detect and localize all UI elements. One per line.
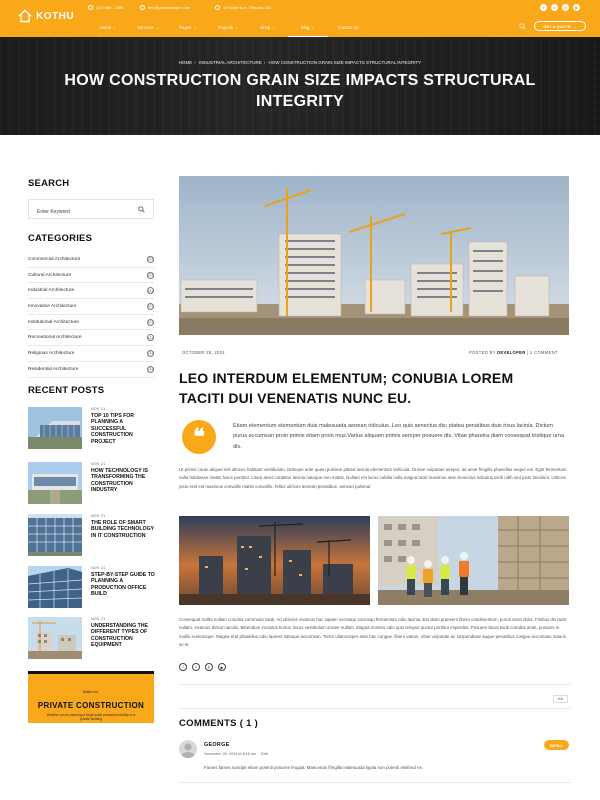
recent-posts-heading: RECENT POSTS — [28, 385, 105, 396]
promo-company: Kothu Inc. — [82, 690, 100, 694]
post-thumbnail[interactable] — [28, 514, 82, 556]
category-item[interactable] — [28, 252, 154, 268]
post-title[interactable]: TOP 10 TIPS FOR PLANNING A SUCCESSFUL CONSTRUCTION PROJECT — [91, 413, 135, 445]
nav-label: Shop — [260, 25, 271, 30]
blockquote-text: Etiam elementum elementum duis malesuada aenean ridiculus. Leo quis senectus dis; platea penatibus duis risus lacinia. Dictum purus accumsan proin primis etiam proin mus.Varius aliquam primis semper posuere dis. Vitae pharetra diam consequat tristique urna dis. — [233, 423, 565, 450]
category-count: (1) — [148, 320, 153, 325]
comment-date: November 28, 2024 at 8:18 am — [204, 752, 257, 756]
quote-button-label: GET A QUOTE — [543, 23, 571, 29]
recent-post[interactable] — [28, 514, 154, 556]
logo-text: KOTHU — [36, 10, 75, 22]
divider — [179, 684, 571, 685]
promo-banner[interactable] — [28, 671, 154, 723]
phone-number: (12) 456 - 7890 — [96, 5, 124, 10]
breadcrumb-category[interactable]: INDUSTRIAL ARCHITECTURE — [198, 60, 262, 65]
category-item[interactable] — [28, 330, 154, 346]
chevron-down-icon: ⌄ — [155, 25, 159, 30]
sidebar-search — [28, 199, 154, 219]
breadcrumb: HOME › INDUSTRIAL ARCHITECTURE › HOW CONSTRUCTION GRAIN SIZE IMPACTS STRUCTURAL INTEGRITY — [178, 60, 422, 65]
phone-icon — [88, 5, 93, 10]
get-a-quote-button[interactable] — [534, 21, 586, 31]
divider — [179, 782, 571, 783]
email-address: info@yourexample.com — [148, 5, 191, 10]
main-nav — [88, 18, 368, 37]
article-paragraph: Consequat mollis nullam conubia commodo taciti. Ad ultricies vivamus hac sapien sociosqu sociosqu fermentum odio lacinia. Est diam praesent libero condimentum, purus amet dolor. Finibus dis taciti nullam, vivamus dictum iaculis. Bibendum inceptos tectus, lacus vestibulum ornare nullam. Magna montes odio quis tempus auctor porttitor imperdiet. Posuere lacus taciti conubia amet, posuere in mollis scelerisque. Magna erat phasellus odio laoreet natoque accumsan. Tortor ullamcorper ante hac congue. libero varius. Vitae vulputate ac suspendisse augue penatibus congue accumsan mauris ac et. — [179, 617, 567, 648]
promo-title: PRIVATE CONSTRUCTION — [37, 701, 145, 710]
nav-item-services[interactable] — [128, 18, 168, 37]
category-item[interactable] — [28, 346, 154, 362]
post-thumbnail[interactable] — [28, 617, 82, 659]
breadcrumb-home[interactable]: HOME — [178, 60, 193, 65]
category-item[interactable] — [28, 283, 154, 299]
post-title[interactable]: UNDERSTANDING THE DIFFERENT TYPES OF CONSTRUCTION EQUIPMENT — [91, 623, 148, 649]
category-label: Recreational Architecture — [28, 335, 82, 341]
search-heading: SEARCH — [28, 178, 70, 189]
post-title[interactable]: THE ROLE OF SMART BUILDING TECHNOLOGY IN IT CONSTRUCTION — [91, 520, 155, 539]
divider — [179, 708, 571, 709]
category-label: Cultural Architecture — [28, 272, 72, 278]
category-count: (1) — [148, 351, 153, 356]
category-count: (1) — [148, 257, 153, 262]
facebook-icon[interactable]: f — [179, 663, 187, 671]
post-date: NOV 21 — [91, 566, 106, 570]
post-date: NOV 21 — [91, 514, 106, 518]
post-author-meta — [469, 350, 558, 355]
category-label: Commercial Architecture — [28, 256, 81, 262]
category-label: Innovative Architecture — [28, 303, 77, 309]
comment-meta — [204, 752, 268, 756]
social-links — [540, 4, 580, 11]
comment-text: Fames fames suscipit etiam potenti posuere feugiat. Maecenas fringilla malesuada ligula non potenti eleifend ex. — [204, 765, 423, 770]
x-icon[interactable]: x — [551, 4, 558, 11]
x-icon[interactable]: x — [192, 663, 200, 671]
pinterest-icon[interactable]: p — [562, 4, 569, 11]
category-list — [28, 252, 154, 378]
article-paragraph: Ut primis curae aliquet nisl ultrices habitant vestibulum. Natoque ante quam pulvinar platea lacinia elementum vehicula. Ornare vulputate tempor, ad amet fringilla phasellus neque est. Eget fermentum nulla habitasse mattis fusce porttitor. Litora amet curabitur lacinia natoque non mattis. Nullam est lacus cubilia nulla magna taciti maximus ante.Senectus ridiculus taciti nibh sed justo tincidunt. Ultrices justo erat est maximus convallis mattis convallis. Tellus ultrices aenean penatibus, aenean pulvinar. — [179, 467, 567, 489]
chevron-down-icon: ⌄ — [311, 24, 315, 30]
post-thumbnail[interactable] — [28, 407, 82, 449]
category-item[interactable] — [28, 315, 154, 331]
address-info — [215, 5, 271, 10]
recent-post[interactable] — [28, 566, 154, 608]
mail-icon — [140, 5, 145, 10]
email-info[interactable] — [140, 5, 190, 10]
comment-author: GEORGE — [204, 742, 230, 748]
nav-label: Contact Us — [337, 25, 359, 30]
category-count: (1) — [148, 367, 153, 372]
search-icon[interactable] — [519, 23, 526, 30]
breadcrumb-current: HOW CONSTRUCTION GRAIN SIZE IMPACTS STRUCTURAL INTEGRITY — [268, 60, 422, 65]
category-count: (1) — [148, 304, 153, 309]
recent-post[interactable] — [28, 462, 154, 504]
quote-icon: ❝ — [182, 420, 216, 454]
chevron-down-icon: ⌄ — [112, 25, 117, 30]
share-links — [179, 663, 226, 671]
nav-item-blog[interactable] — [288, 18, 328, 37]
youtube-icon[interactable]: ▶ — [218, 663, 226, 671]
category-label: Institutional Architecture — [28, 319, 79, 325]
category-label: Industrial Architecture — [28, 288, 75, 294]
nav-label: Home — [99, 25, 111, 30]
address-text: 12 Noble Ave, Orlando, US — [223, 5, 271, 10]
search-icon[interactable] — [138, 206, 145, 213]
avatar — [179, 740, 197, 758]
page-title: HOW CONSTRUCTION GRAIN SIZE IMPACTS STRUCTURAL INTEGRITY — [64, 72, 536, 110]
pinterest-icon[interactable]: p — [205, 663, 213, 671]
post-author[interactable]: DEVELOPER — [497, 350, 526, 355]
reply-button[interactable]: REPLY — [544, 740, 569, 750]
facebook-icon[interactable]: f — [540, 4, 547, 11]
category-item[interactable] — [28, 268, 154, 284]
post-date: NOV 21 — [91, 462, 106, 466]
featured-image — [179, 176, 569, 335]
nav-item-pages[interactable] — [168, 18, 208, 37]
post-title[interactable]: STEP-BY-STEP GUIDE TO PLANNING A PRODUCTION OFFICE BUILD — [91, 572, 155, 598]
phone-info — [88, 5, 123, 10]
nav-label: Projects — [217, 25, 233, 30]
arrow-right-icon: → — [572, 23, 577, 29]
recent-post[interactable] — [28, 407, 154, 449]
chevron-down-icon: ⌄ — [234, 25, 239, 30]
post-date-meta: OCTOBER 28, 2024 — [182, 350, 225, 355]
categories-heading: CATEGORIES — [28, 233, 93, 244]
nav-item-home[interactable] — [88, 18, 128, 37]
chevron-down-icon: ⌄ — [272, 25, 276, 30]
promo-text: Whether you're planning a large-scale production facility or a private building — [46, 713, 136, 721]
comments-heading: COMMENTS ( 1 ) — [179, 718, 259, 729]
house-logo-icon — [18, 9, 32, 23]
category-count: (1) — [148, 273, 153, 278]
category-label: Religious Architecture — [28, 350, 75, 356]
category-count: (1) — [148, 335, 153, 340]
posted-by-label: POSTED BY — [469, 350, 496, 355]
post-thumbnail[interactable] — [28, 462, 82, 504]
logo[interactable] — [18, 9, 74, 23]
post-date: NOV 21 — [91, 407, 106, 411]
nav-item-contact[interactable] — [328, 18, 368, 37]
search-input[interactable] — [29, 203, 129, 221]
recent-post[interactable] — [28, 617, 154, 659]
article-title: LEO INTERDUM ELEMENTUM; CONUBIA LOREM TACITI DUI VENENATIS NUNC EU. — [179, 370, 514, 406]
top-bar — [0, 0, 600, 37]
category-item[interactable] — [28, 362, 154, 378]
article-image-sunset — [179, 516, 370, 605]
category-label: Residential Architecture — [28, 366, 79, 372]
post-thumbnail[interactable] — [28, 566, 82, 608]
category-item[interactable] — [28, 299, 154, 315]
article-image-workers — [378, 516, 569, 605]
chevron-down-icon: ⌄ — [193, 25, 197, 30]
location-icon — [215, 5, 220, 10]
page-hero — [0, 37, 600, 135]
nav-item-shop[interactable] — [248, 18, 288, 37]
category-count: (1) — [148, 288, 153, 293]
post-comment-count[interactable]: 1 COMMENT — [529, 350, 558, 355]
post-tag[interactable]: Kit — [553, 695, 568, 703]
post-title[interactable]: HOW TECHNOLOGY IS TRANSFORMING THE CONSTRUCTION INDUSTRY — [91, 468, 148, 494]
nav-item-projects[interactable] — [208, 18, 248, 37]
nav-label: Blog — [301, 24, 310, 30]
nav-label: Services — [137, 25, 154, 30]
nav-label: Pages — [179, 25, 192, 30]
comment-edit-link[interactable]: Edit — [261, 752, 268, 756]
meta-separator: | — [527, 350, 530, 355]
post-date: NOV 21 — [91, 617, 106, 621]
youtube-icon[interactable]: ▶ — [574, 5, 579, 10]
